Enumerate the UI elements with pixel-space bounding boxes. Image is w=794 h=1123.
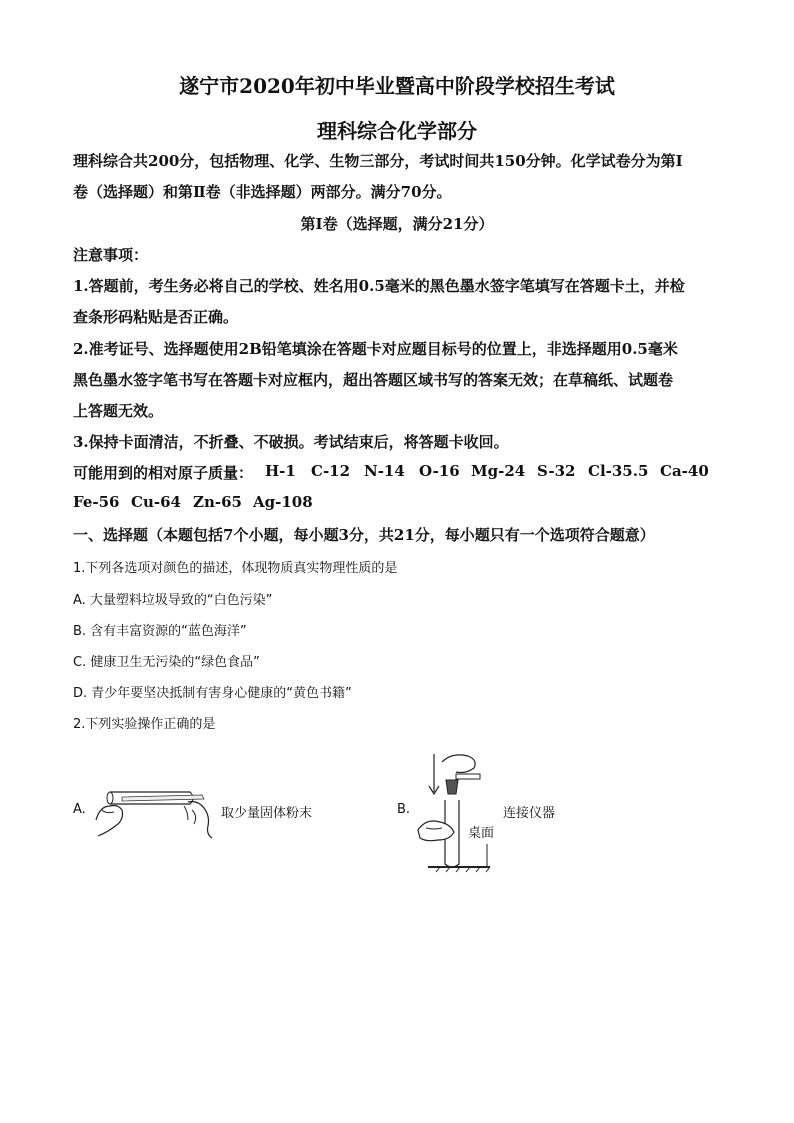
atomic-mass: Mg-24 [471,462,526,480]
atomic-mass: H-1 [265,462,296,480]
powder-sampling-illustration [92,780,222,840]
question-1-option-c[interactable]: C. 健康卫生无污染的“绿色食品” [73,655,260,670]
question-2-stem: 2.下列实验操作正确的是 [73,717,216,732]
question-2-option-a-letter[interactable]: A. [73,802,86,817]
note-2-line-3: 上答题无效。 [73,402,164,420]
note-2-line-2: 黑色墨水签字笔书写在答题卡对应框内，超出答题区域书写的答案无效；在草稿纸、试题卷 [73,371,674,389]
atomic-mass: C-12 [311,462,351,480]
question-2-option-b-letter[interactable]: B. [397,802,411,817]
instrument-connection-illustration [412,752,502,872]
section1-heading: 第Ⅰ卷（选择题，满分21分） [300,215,494,233]
atomic-mass: O-16 [419,462,460,480]
table-surface-label: 桌面 [468,826,495,841]
question-1-option-d[interactable]: D. 青少年要坚决抵制有害身心健康的“黄色书籍” [73,686,352,701]
question-1-option-a[interactable]: A. 大量塑料垃圾导致的“白色污染” [73,593,273,608]
note-1-line-1: 1.答题前，考生务必将自己的学校、姓名用0.5毫米的黑色墨水签字笔填写在答题卡土，并检 [73,277,685,295]
atomic-mass: Cl-35.5 [588,462,649,480]
atomic-mass: S-32 [537,462,576,480]
exam-title: 遂宁市2020年初中毕业暨高中阶段学校招生考试 [179,74,615,98]
atomic-mass: Zn-65 [193,493,242,511]
note-2-line-1: 2.准考证号、选择题使用2B铅笔填涂在答题卡对应题目标号的位置上，非选择题用0.5毫米 [73,340,678,358]
intro-line-2: 卷（选择题）和第Ⅱ卷（非选择题）两部分。满分70分。 [73,183,452,201]
intro-line-1: 理科综合共200分，包括物理、化学、生物三部分，考试时间共150分钟。化学试卷分为第Ⅰ [73,152,683,170]
question-2-option-a-caption: 取少量固体粉末 [221,806,313,821]
exam-subtitle: 理科综合化学部分 [317,119,477,143]
atomic-mass: Ca-40 [660,462,709,480]
question-1-option-b[interactable]: B. 含有丰富资源的“蓝色海洋” [73,624,247,639]
atomic-mass-label: 可能用到的相对原子质量： [73,464,254,482]
notes-heading: 注意事项： [73,246,149,264]
question-1-stem: 1.下列各选项对颜色的描述，体现物质真实物理性质的是 [73,561,398,576]
atomic-mass: Ag-108 [253,493,313,511]
part1-heading: 一、选择题（本题包括7个小题，每小题3分，共21分，每小题只有一个选项符合题意） [73,526,655,544]
note-1-line-2: 查条形码粘贴是否正确。 [73,308,239,326]
atomic-mass: Cu-64 [131,493,181,511]
note-3: 3.保持卡面清洁，不折叠、不破损。考试结束后，将答题卡收回。 [73,433,509,451]
question-2-option-b-caption: 连接仪器 [503,806,556,821]
atomic-mass: N-14 [364,462,405,480]
atomic-mass: Fe-56 [73,493,120,511]
